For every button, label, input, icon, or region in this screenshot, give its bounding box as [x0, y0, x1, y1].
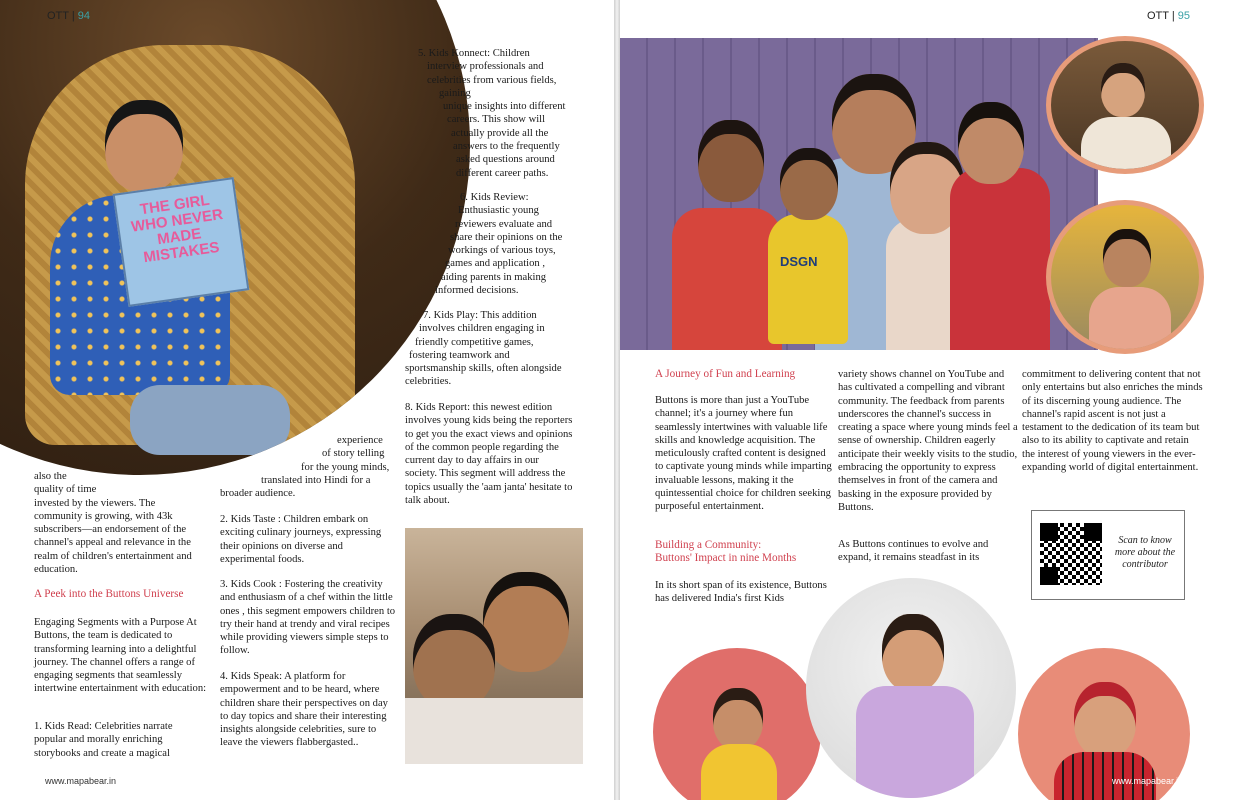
text-line: informed decisions. — [435, 285, 519, 297]
shirt-print: DSGN — [780, 254, 818, 269]
footer-url: www.mapabear.in — [45, 776, 117, 786]
text-line: aiding parents in making — [441, 271, 547, 283]
circle-photo-man-kids — [1046, 200, 1204, 354]
text-line: celebrities. — [405, 376, 452, 388]
text-line: invested by the viewers. The — [34, 497, 156, 509]
text-line: games and application , — [445, 258, 546, 270]
text-line: community is growing, with 43k — [34, 510, 173, 522]
text-line: 6. Kids Review: — [460, 192, 529, 203]
text-line: translated into Hindi for a — [261, 474, 371, 486]
boy-face-right — [958, 102, 1024, 184]
section-heading-journey: A Journey of Fun and Learning — [655, 368, 796, 380]
girl-face — [698, 120, 764, 202]
left-page — [0, 0, 614, 800]
folio-label: OTT | — [47, 10, 75, 22]
kids-play-paragraph — [405, 309, 585, 389]
circle-photo-girl-lavender — [806, 578, 1016, 798]
girl-face — [1074, 682, 1136, 758]
storybook — [113, 177, 250, 307]
kids-taste-paragraph: 2. Kids Taste : Children embark on exciting culinary journeys, expressing their opinions on diverse and experimental foods. — [220, 514, 382, 565]
boy-red-shirt — [950, 168, 1050, 350]
kids-cook-paragraph: 3. Kids Cook : Fostering the creativity and enthusiasm of a chef within the little ones , this segment empowers children to try their hand at trendy and viral recipes while providing viewers simple steps to follow. — [220, 579, 396, 657]
hero-photo-man-reading-book — [0, 0, 470, 475]
text-line: interview professionals and — [427, 61, 544, 73]
text-line: quality of time — [34, 484, 97, 496]
page-folio — [1147, 10, 1190, 22]
boy-yellow-shirt — [768, 214, 848, 344]
text-line: involves children engaging in — [419, 323, 545, 335]
text-line: actually provide all the — [451, 127, 549, 139]
text-line: education. — [34, 564, 78, 576]
right-col2-body: variety shows channel on YouTube and has cultivated a compelling and vibrant community. The feedback from parents underscores the channel's success in creating a space where young minds feel a sense of ownership. Children eagerly anticipate their weekly visits to the studio, embracing the opportunity to express themselves in front of the camera and basking in the exposure provided by Buttons. — [838, 369, 1018, 513]
text-line: subscribers—an endorsement of the — [34, 524, 187, 536]
man-face-right — [483, 572, 569, 672]
heading-line: Building a Community: — [655, 539, 762, 551]
qr-code-icon[interactable] — [1040, 523, 1102, 585]
lavender-top — [856, 686, 974, 798]
text-line: asked questions around — [456, 154, 555, 166]
page-number: 94 — [77, 10, 91, 22]
kids-report-paragraph: 8. Kids Report: this newest edition involves young kids being the reporters to get you the exact views and opinions of the common people regarding the current day to day affairs in our society. This segment will address the topics usually the 'aam janta' hesitate to talk about. — [405, 402, 573, 507]
text-line: broader audience. — [220, 488, 296, 500]
text-line: for the young minds, — [301, 461, 390, 473]
boy-face — [780, 148, 838, 220]
man-face — [105, 100, 183, 192]
text-line: gaining — [439, 87, 471, 99]
qr-code-box[interactable] — [1031, 510, 1185, 600]
heading-line: Buttons' Impact in nine Months — [655, 552, 797, 565]
girl-face — [882, 614, 944, 692]
page-folio — [47, 10, 90, 22]
text-line: workings of various toys, — [448, 245, 556, 257]
circle-photo-woman-girl — [1046, 36, 1204, 174]
text-line: Enthusiastic young — [458, 205, 539, 217]
right-col3-body: commitment to delivering content that not only entertains but also enriches the minds of its discerning young audience. The channel's rapid ascent is not just a testament to the dedication of its team but also to its ability to captivate and retain the interest of young viewers in the ever-expanding world of digital entertainment. — [1022, 369, 1203, 474]
right-col2-body2: As Buttons continues to evolve and expand, it remains steadfast in its — [838, 539, 989, 564]
left-col2-lines — [220, 434, 398, 500]
man-face-left — [413, 614, 495, 710]
man-face — [1103, 229, 1151, 287]
kids-speak-paragraph: 4. Kids Speak: A platform for empowerment and to be heard, where children share their perspectives on day to day topics and share their interesting insights alongside celebrities, sure to leave the viewers flabbergasted.. — [220, 671, 388, 749]
kids-read-paragraph: 1. Kids Read: Celebrities narrate popular and morally enriching storybooks and create a magical — [34, 721, 173, 759]
text-line: also the — [34, 471, 67, 482]
right-page — [620, 0, 1236, 800]
text-line: experience — [337, 435, 383, 446]
white-tshirt — [405, 698, 583, 764]
yellow-top — [701, 744, 777, 800]
text-line: celebrities from various fields, — [427, 74, 557, 86]
qr-caption: Scan to know more about the contributor — [1114, 535, 1176, 570]
left-col1-lines — [34, 470, 214, 576]
text-line: of story telling — [322, 448, 385, 460]
text-line: careers. This show will — [447, 114, 546, 126]
clothes — [1081, 117, 1171, 174]
photo-group-kids-funny-faces — [620, 38, 1098, 350]
photo-two-men-selfie — [405, 528, 583, 764]
text-line: 7. Kids Play: This addition — [423, 310, 537, 321]
text-line: fostering teamwork and — [409, 349, 510, 361]
girl-face — [713, 688, 763, 750]
kids-review-paragraph — [405, 191, 585, 297]
book-title: THE GIRL WHO NEVER MADE MISTAKES — [130, 191, 225, 267]
section-heading-peek: A Peek into the Buttons Universe — [34, 588, 184, 600]
text-line: unique insights into different — [443, 101, 566, 113]
text-line: realm of children's entertainment and — [34, 550, 192, 562]
pink-shirt — [1089, 287, 1171, 354]
text-line: 5. Kids Konnect: Children — [418, 48, 530, 59]
text-line: share their opinions on the — [450, 231, 563, 243]
text-line: friendly competitive games, — [415, 336, 534, 348]
folio-label: OTT | — [1147, 10, 1175, 22]
footer-url: www.mapabear.in — [1112, 776, 1184, 786]
text-line: channel's appeal and relevance in the — [34, 537, 191, 549]
page-number: 95 — [1177, 10, 1191, 22]
kids-konnect-paragraph — [405, 47, 585, 180]
circle-photo-girl-yellow — [653, 648, 821, 800]
text-line: different career paths. — [456, 167, 549, 179]
section-heading-community — [655, 539, 835, 566]
text-line: reviewers evaluate and — [455, 218, 553, 230]
right-col1-body: Buttons is more than just a YouTube channel; it's a journey where fun seamlessly intertwines with valuable life skills and knowledge acquisition. The meticulously crafted content is designed to captivate young minds while imparting invaluable lessons, making it the quintessential choice for children seeking purposeful entertainment. — [655, 395, 832, 513]
left-col1-body: Engaging Segments with a Purpose At Buttons, the team is dedicated to transforming learning into a delightful journey. The channel offers a range of engaging segments that seamlessly intertwine entertainment with education: — [34, 617, 207, 695]
girl-red-top — [672, 208, 782, 350]
text-line: answers to the frequently — [453, 141, 560, 153]
text-line: sportsmanship skills, often alongside — [405, 363, 562, 375]
girl-face — [1101, 63, 1145, 117]
right-col1-body2: In its short span of its existence, Buttons has delivered India's first Kids — [655, 580, 827, 605]
